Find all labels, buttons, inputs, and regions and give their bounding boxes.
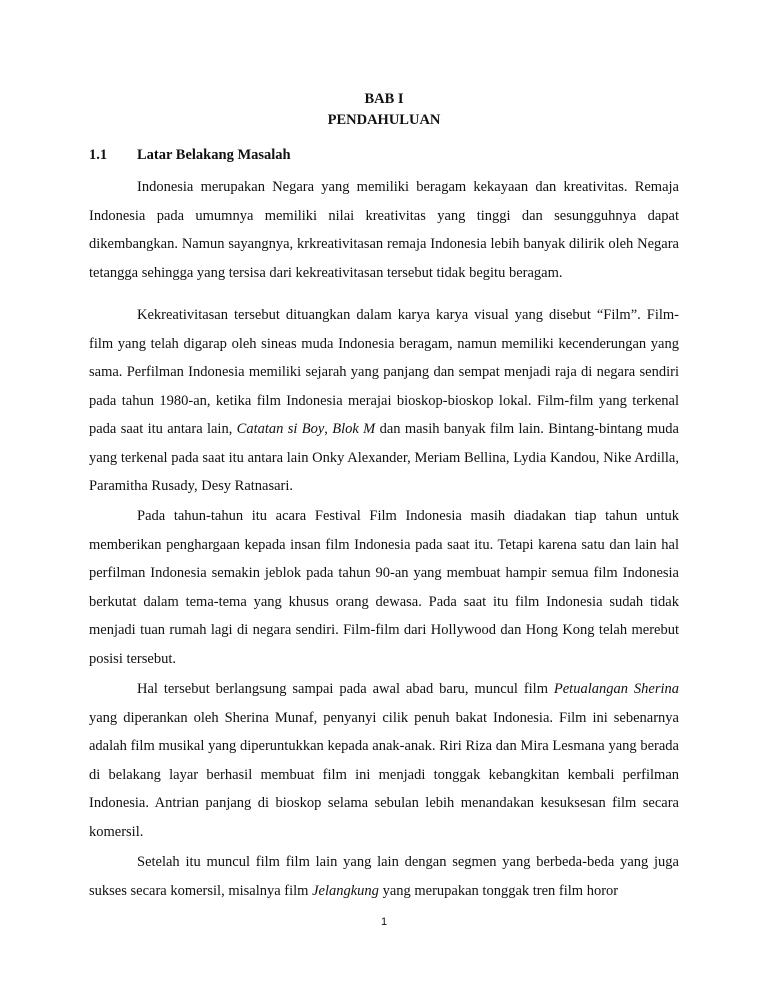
paragraph-1: Indonesia merupakan Negara yang memiliki beragam kekayaan dan kreativitas. Remaja Indonesia pada umumnya memiliki nilai kreativitas yang tinggi dan sesungguhnya dapat dikembangkan. Namun sayangnya, krkreativitasan remaja Indonesia lebih banyak dilirik oleh Negara tetangga sehingga yang tersisa dari kekreativitasan tersebut tidak begitu beragam. [89, 179, 679, 281]
paragraph-5-text-a: Setelah itu muncul film film lain yang lain dengan segmen yang berbeda-beda yang juga sukses secara komersil, misalnya film [89, 854, 679, 899]
paragraph-2 [89, 301, 679, 501]
paragraph-4-text-a: Hal tersebut berlangsung sampai pada awal abad baru, muncul film [137, 681, 554, 697]
paragraph-5 [89, 848, 679, 905]
paragraph-4-text-b: yang diperankan oleh Sherina Munaf, penyanyi cilik penuh bakat Indonesia. Film ini sebenarnya adalah film musikal yang diperuntukkan kepada anak-anak. Riri Riza dan Mira Lesmana yang berada di belakang layar berhasil membuat film ini menjadi tonggak kebangkitan kembali perfilman Indonesia. Antrian panjang di bioskop selama sebulan lebih menandakan kesuksesan film secara komersil. [89, 709, 679, 840]
paragraph-3: Pada tahun-tahun itu acara Festival Film Indonesia masih diadakan tiap tahun untuk memberikan penghargaan kepada insan film Indonesia pada saat itu. Tetapi karena satu dan lain hal perfilman Indonesia semakin jeblok pada tahun 90-an yang membuat hampir semua film Indonesia berkutat dalam tema-tema yang khusus orang dewasa. Pada saat itu film Indonesia sudah tidak menjadi tuan rumah lagi di negara sendiri. Film-film dari Hollywood dan Hong Kong telah merebut posisi tersebut. [89, 508, 679, 667]
paragraph-4 [89, 675, 679, 846]
paragraph-5-text-b: yang merupakan tonggak tren film horor [378, 882, 619, 899]
paragraph-2-separator: , [324, 421, 333, 437]
paragraph-2-text-a: Kekreativitasan tersebut dituangkan dalam karya karya visual yang disebut “Film”. Film-film yang telah digarap oleh sineas muda Indonesia beragam, namun memiliki kecenderungan yang sama. Perfilman Indonesia memiliki sejarah yang panjang dan sempat menjadi raja di negara sendiri pada tahun 1980-an, ketika film Indonesia merajai bioskop-bioskop lokal. Film-film yang terkenal pada saat itu antara lain, [89, 307, 679, 437]
section-heading [89, 145, 291, 165]
section-title: Latar Belakang Masalah [137, 147, 291, 163]
chapter-title: PENDAHULUAN [327, 112, 441, 128]
paragraph-2-text-b: dan masih banyak film lain. Bintang-bintang muda yang terkenal pada saat itu antara lain Onky Alexander, Meriam Bellina, Lydia Kandou, Nike Ardilla, Paramitha Rusady, Desy Ratnasari. [89, 421, 679, 494]
film-title-catatan-si-boy: Catatan si Boy [236, 421, 325, 437]
film-title-jelangkung: Jelangkung [312, 882, 379, 899]
chapter-label: BAB I [364, 91, 404, 107]
film-title-petualangan-sherina: Petualangan Sherina [553, 681, 679, 697]
page-number: 1 [380, 916, 388, 928]
section-number: 1.1 [89, 147, 108, 163]
film-title-blok-m: Blok M [332, 421, 376, 437]
